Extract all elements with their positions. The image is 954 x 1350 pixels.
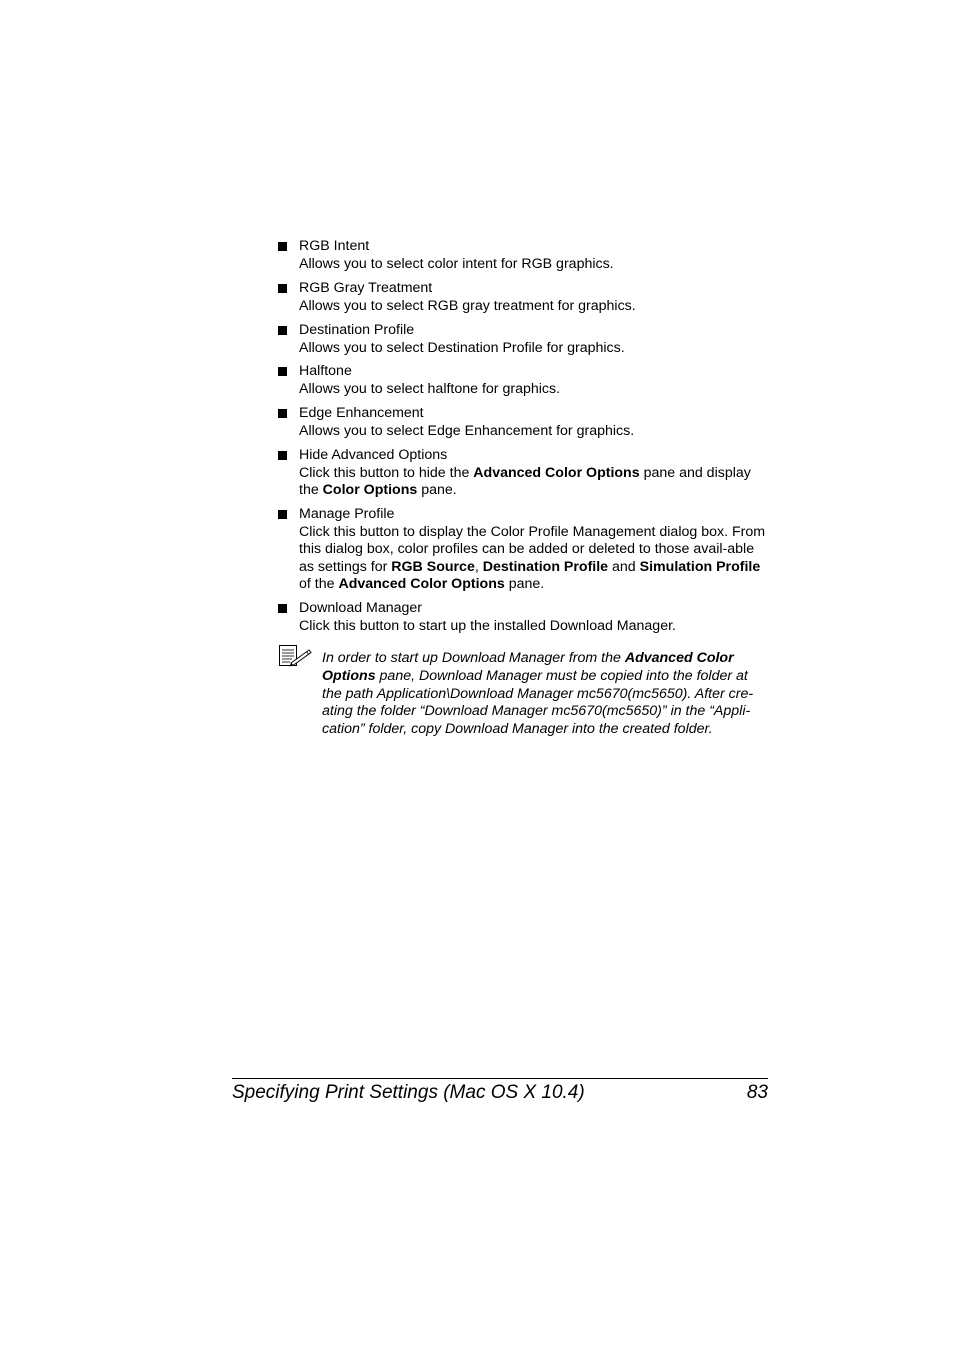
bullet-square-icon [278, 409, 287, 418]
footer-divider [232, 1078, 768, 1079]
bullet-square-icon [278, 242, 287, 251]
list-item-body [299, 238, 770, 273]
bold-term: Simulation Profile [639, 558, 761, 575]
list-item-body [299, 363, 770, 398]
list-item-body [299, 280, 770, 315]
list-item [278, 447, 770, 500]
list-item-title: Edge Enhancement [299, 405, 424, 421]
list-item [278, 363, 770, 398]
list-item-description [299, 423, 770, 441]
list-item-title: RGB Gray Treatment [299, 280, 433, 296]
list-item-body [299, 322, 770, 357]
text-run: Allows you to select halftone for graphics. [299, 380, 561, 397]
bold-term: Advanced Color Options [338, 576, 505, 593]
list-item-title: RGB Intent [299, 238, 370, 254]
list-item [278, 600, 770, 635]
bold-term: Color Options [322, 482, 418, 499]
bold-term: RGB Source [391, 558, 475, 575]
text-run: Click this button to hide the [299, 464, 474, 481]
text-run: Click this button to display the Color Profile Management dialog box. From this dialog box, color profiles can be added or deleted to those avail-able as settings for [299, 523, 766, 575]
bullet-square-icon [278, 604, 287, 613]
note-block [278, 644, 770, 739]
list-item-title: Hide Advanced Options [299, 447, 448, 463]
list-item-body [299, 600, 770, 635]
bullet-square-icon [278, 326, 287, 335]
bold-term: Advanced Color Options [473, 464, 640, 481]
note-pencil-icon [278, 644, 312, 668]
list-item [278, 238, 770, 273]
text-run: Allows you to select color intent for RGB graphics. [299, 255, 614, 272]
text-run: Click this button to start up the installed Download Manager. [299, 617, 676, 634]
list-item-body [299, 405, 770, 440]
text-run: pane and display the [299, 464, 751, 499]
text-run: of the [299, 576, 339, 593]
bullet-square-icon [278, 510, 287, 519]
list-item [278, 506, 770, 594]
text-run: pane. [417, 482, 457, 499]
list-item-description [299, 298, 770, 316]
list-item-title: Halftone [299, 363, 352, 379]
text-run: Allows you to select Edge Enhancement for graphics. [299, 422, 635, 439]
bullet-square-icon [278, 284, 287, 293]
text-run: Allows you to select RGB gray treatment for graphics. [299, 297, 636, 314]
list-item-body [299, 506, 770, 594]
list-item-description [299, 381, 770, 399]
text-run: Allows you to select Destination Profile for graphics. [299, 339, 625, 356]
list-item-description [299, 524, 770, 594]
list-item [278, 322, 770, 357]
text-run: pane. [504, 576, 545, 593]
footer-title: Specifying Print Settings (Mac OS X 10.4) [232, 1082, 585, 1103]
note-text [322, 644, 770, 739]
list-item [278, 280, 770, 315]
list-item-body [299, 447, 770, 500]
bold-term: Destination Profile [482, 558, 609, 575]
text-run: and [608, 558, 640, 575]
list-item-title: Destination Profile [299, 322, 415, 338]
bullet-square-icon [278, 367, 287, 376]
bold-term: Advanced Color Options [322, 650, 734, 684]
list-item-description [299, 256, 770, 274]
list-item [278, 405, 770, 440]
list-item-title: Manage Profile [299, 506, 395, 522]
list-item-description [299, 465, 770, 500]
text-run: In order to start up Download Manager from the [322, 650, 625, 666]
page-number: 83 [746, 1082, 768, 1103]
text-run: , [474, 558, 483, 575]
list-item-title: Download Manager [299, 600, 423, 616]
text-run: pane, Download Manager must be copied into the folder at the path Application\Download Manager mc5670(mc5650). After cre-ating the folder “Download Manager mc5670(mc5650)” in the “Appli-cation” folder, copy Download Manager into the created folder. [322, 667, 754, 738]
list-item-description [299, 340, 770, 358]
list-item-description [299, 618, 770, 636]
bullet-square-icon [278, 451, 287, 460]
